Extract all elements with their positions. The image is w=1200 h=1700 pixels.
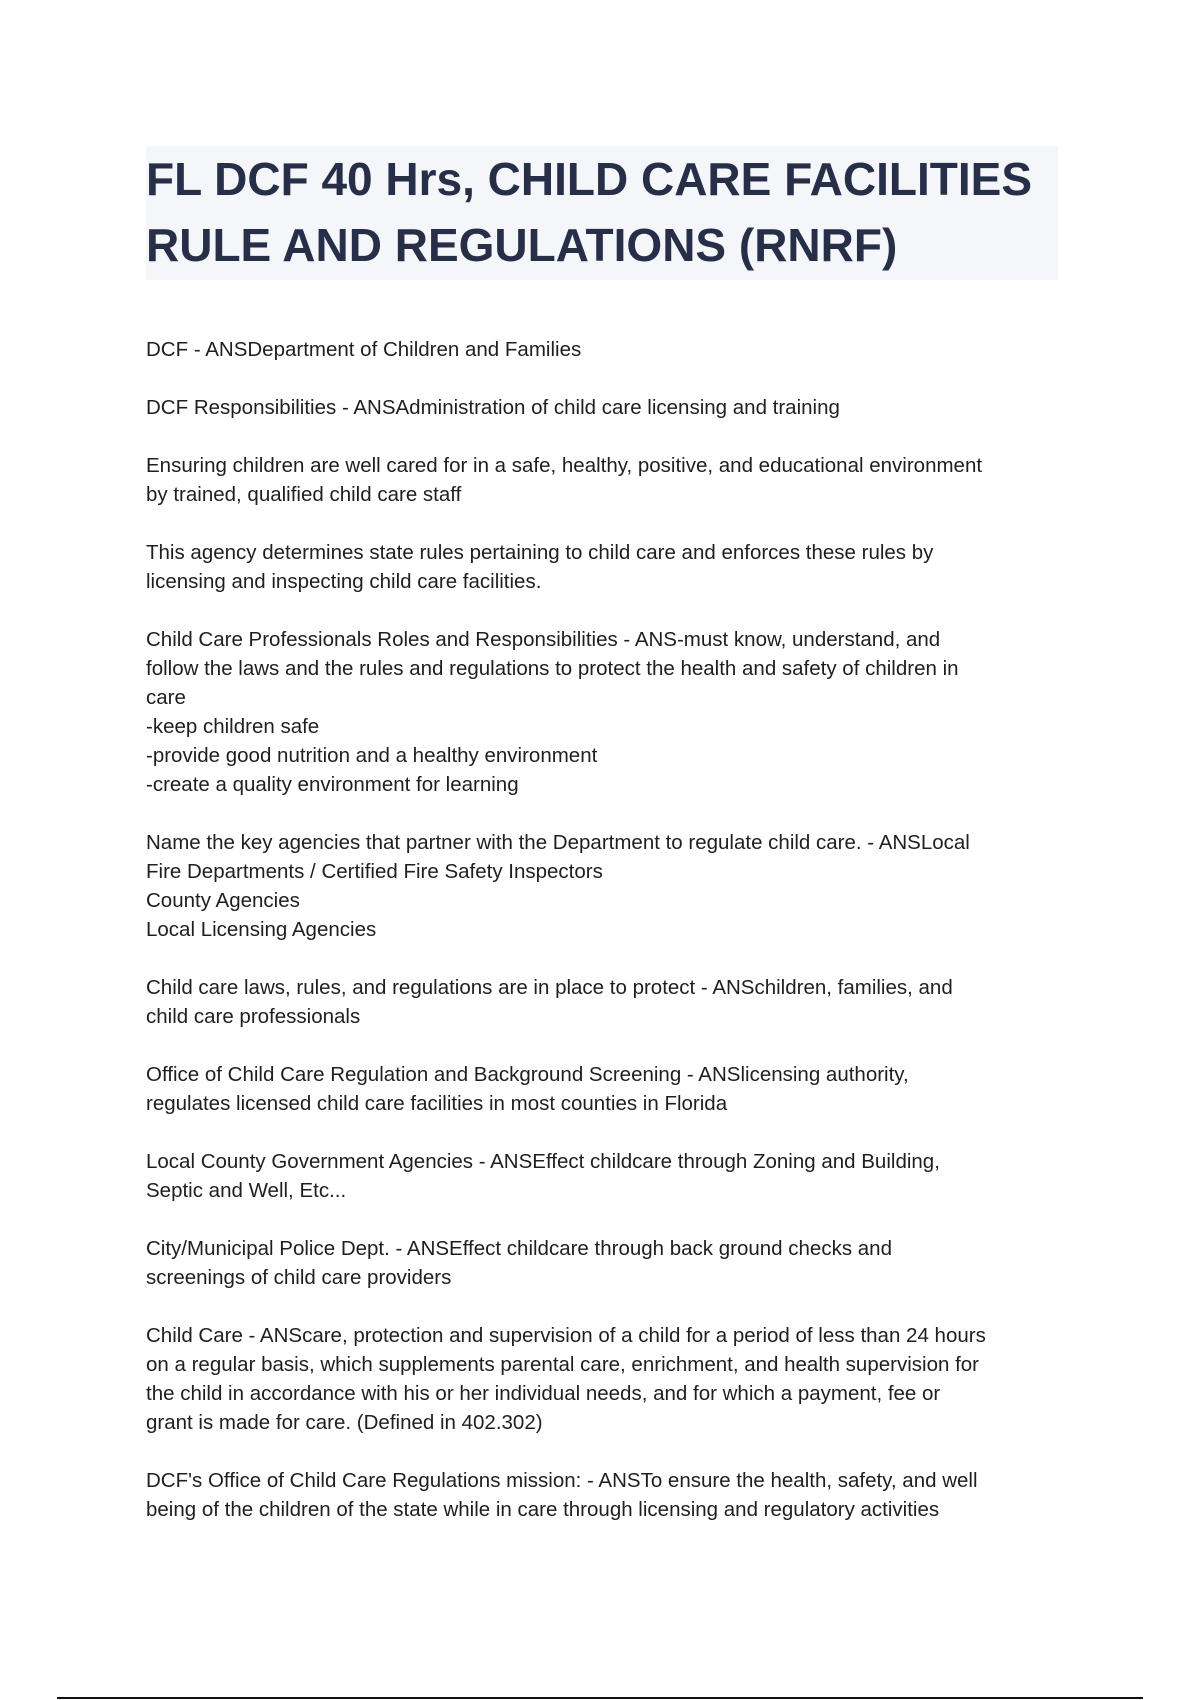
title-line: FL DCF 40 Hrs, CHILD CARE FACILITIES [146, 153, 1033, 205]
entry-line: follow the laws and the rules and regulations to protect the health and safety of children in [146, 657, 959, 680]
document-body [146, 335, 1066, 1553]
entry-line: being of the children of the state while in care through licensing and regulatory activities [146, 1498, 940, 1521]
entry-line: Ensuring children are well cared for in a safe, healthy, positive, and educational environment [146, 454, 983, 477]
entry-dcf-responsibilities [146, 393, 1066, 422]
entry-line: Child Care - ANScare, protection and supervision of a child for a period of less than 24 hours [146, 1324, 986, 1347]
entry-agency-determines [146, 538, 1066, 596]
entry-line: the child in accordance with his or her individual needs, and for which a payment, fee or [146, 1382, 941, 1405]
entry-line: This agency determines state rules pertaining to child care and enforces these rules by [146, 541, 934, 564]
entry-line: Local County Government Agencies - ANSEffect childcare through Zoning and Building, [146, 1150, 940, 1173]
entry-line: screenings of child care providers [146, 1266, 452, 1289]
entry-line: -keep children safe [146, 715, 320, 738]
entry-line: Name the key agencies that partner with the Department to regulate child care. - ANSLocal [146, 831, 970, 854]
entry-police-dept [146, 1234, 1066, 1292]
entry-line: Child Care Professionals Roles and Responsibilities - ANS-must know, understand, and [146, 628, 941, 651]
entry-line: DCF's Office of Child Care Regulations mission: - ANSTo ensure the health, safety, and well [146, 1469, 978, 1492]
entry-line: County Agencies [146, 889, 300, 912]
entry-line: on a regular basis, which supplements parental care, enrichment, and health supervision for [146, 1353, 979, 1376]
entry-line: -create a quality environment for learning [146, 773, 519, 796]
entry-county-agencies [146, 1147, 1066, 1205]
entry-line: grant is made for care. (Defined in 402.302) [146, 1411, 543, 1434]
entry-line: DCF - ANSDepartment of Children and Families [146, 338, 582, 361]
entry-ensuring-children [146, 451, 1066, 509]
footer-divider [57, 1697, 1143, 1699]
entry-laws-protect [146, 973, 1066, 1031]
entry-line: by trained, qualified child care staff [146, 483, 462, 506]
entry-line: -provide good nutrition and a healthy environment [146, 744, 598, 767]
entry-line: Child care laws, rules, and regulations are in place to protect - ANSchildren, families, and [146, 976, 953, 999]
entry-professional-roles [146, 625, 1066, 799]
entry-line: Local Licensing Agencies [146, 918, 377, 941]
entry-line: Fire Departments / Certified Fire Safety Inspectors [146, 860, 603, 883]
entry-line: Septic and Well, Etc... [146, 1179, 347, 1202]
entry-line: DCF Responsibilities - ANSAdministration of child care licensing and training [146, 396, 840, 419]
entry-line: care [146, 686, 186, 709]
entry-child-care-definition [146, 1321, 1066, 1437]
entry-mission [146, 1466, 1066, 1524]
entry-line: regulates licensed child care facilities in most counties in Florida [146, 1092, 728, 1115]
entry-line: City/Municipal Police Dept. - ANSEffect childcare through back ground checks and [146, 1237, 892, 1260]
entry-line: Office of Child Care Regulation and Background Screening - ANSlicensing authority, [146, 1063, 909, 1086]
entry-dcf [146, 335, 1066, 364]
document-title [146, 146, 1058, 280]
title-line: RULE AND REGULATIONS (RNRF) [146, 219, 898, 271]
entry-line: child care professionals [146, 1005, 361, 1028]
entry-line: licensing and inspecting child care facilities. [146, 570, 542, 593]
entry-key-agencies [146, 828, 1066, 944]
entry-office-regulation [146, 1060, 1066, 1118]
